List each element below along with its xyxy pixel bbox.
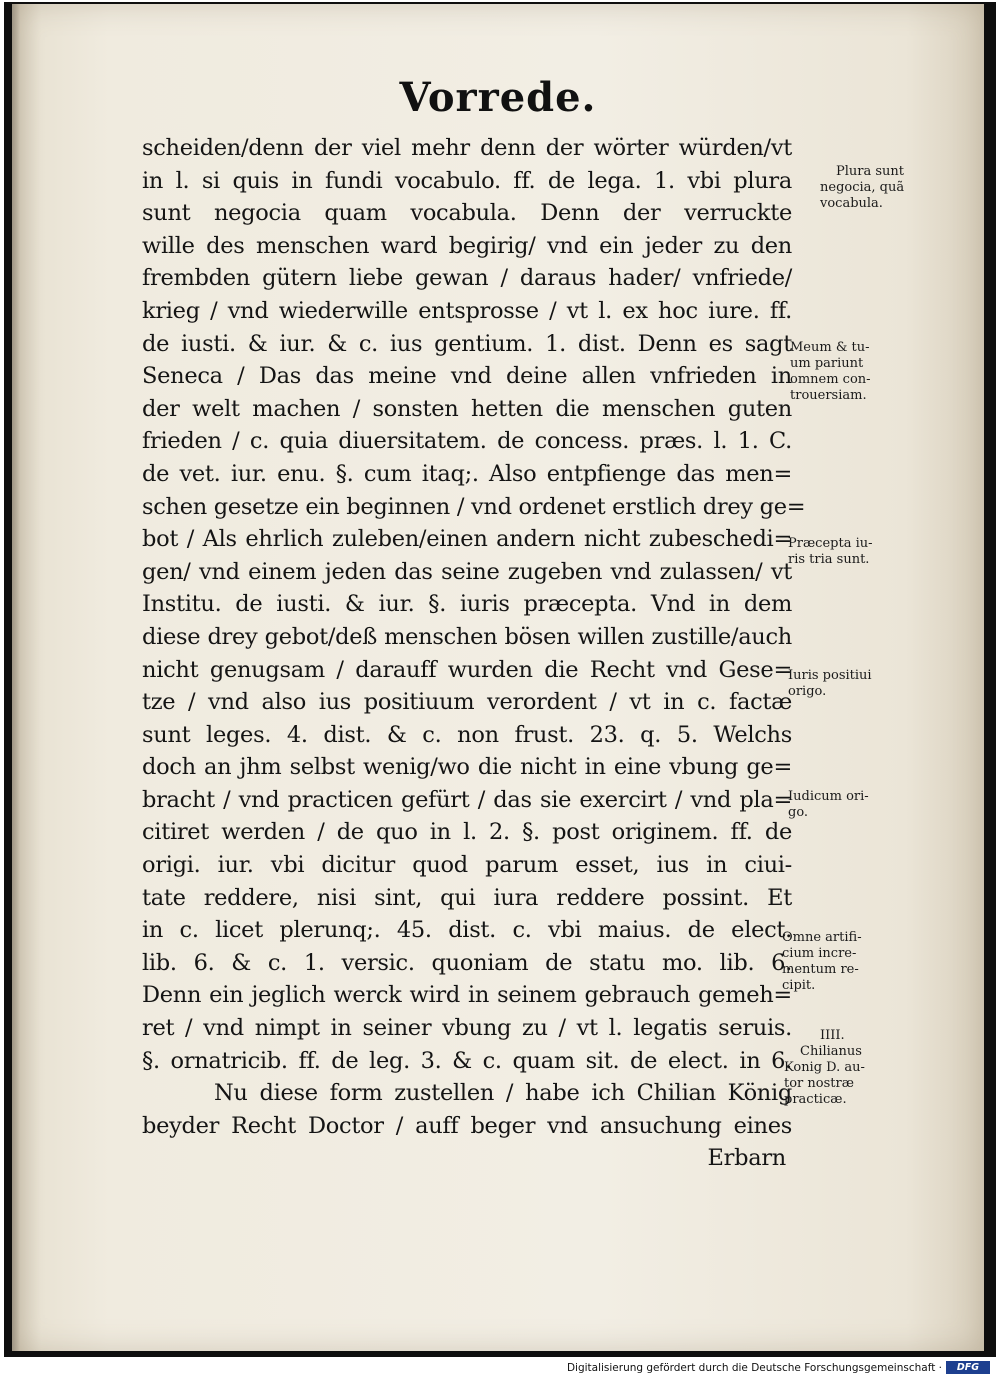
dfg-logo: DFG [946, 1361, 990, 1374]
text-line: tate reddere, nisi sint, qui iura reddere possint. Et [142, 884, 792, 911]
gloss-line: omnem con- [790, 372, 871, 387]
gloss-line: cium incre- [782, 946, 857, 961]
gloss-line: Chilianus [800, 1044, 862, 1059]
gloss-line: negocia, quã [820, 180, 905, 195]
gloss-line: practicæ. [784, 1092, 847, 1107]
text-line: nicht genugsam / darauff wurden die Recht vnd Gese= [142, 656, 792, 683]
margin-gloss [788, 668, 872, 700]
gloss-line: Præcepta iu- [788, 536, 873, 551]
text-line: de vet. iur. enu. §. cum itaq;. Also entpfienge das men= [142, 460, 792, 487]
text-line: beyder Recht Doctor / auff beger vnd ansuchung eines [142, 1112, 792, 1139]
catchword: Erbarn [707, 1145, 786, 1172]
gloss-line: origo. [788, 684, 827, 699]
gloss-line: go. [788, 805, 809, 820]
text-line: Seneca / Das das meine vnd deine allen vnfrieden in [142, 363, 792, 390]
text-line: sunt negocia quam vocabula. Denn der verruckte [142, 200, 792, 227]
text-line: krieg / vnd wiederwille entsprosse / vt l. ex hoc iure. ff. [142, 297, 792, 324]
funding-credit: Digitalisierung gefördert durch die Deutsche Forschungsgemeinschaft · [566, 1362, 942, 1374]
gloss-line: IIII. [820, 1028, 845, 1043]
margin-gloss [788, 536, 873, 568]
text-line: diese drey gebot/deß menschen bösen willen zustille/auch [142, 623, 792, 650]
gloss-line: vocabula. [820, 196, 883, 211]
gloss-line: Plura sunt [836, 164, 905, 179]
gloss-line: Meum & tu- [790, 340, 870, 355]
margin-gloss [782, 930, 862, 994]
text-line: bot / Als ehrlich zuleben/einen andern nicht zubeschedi= [142, 526, 792, 553]
text-line: §. ornatricib. ff. de leg. 3. & c. quam sit. de elect. in 6. [142, 1047, 792, 1074]
text-line: wille des menschen ward begirig/ vnd ein jeder zu den [142, 232, 792, 259]
gloss-line: um pariunt [790, 356, 864, 371]
text-line: schen gesetze ein beginnen / vnd ordenet erstlich drey ge= [142, 493, 806, 520]
text-line: citiret werden / de quo in l. 2. §. post originem. ff. de [142, 819, 792, 846]
margin-gloss [820, 164, 904, 212]
text-line: lib. 6. & c. 1. versic. quoniam de statu mo. lib. 6. [142, 949, 792, 976]
gloss-line: mentum re- [782, 962, 859, 977]
text-line: frieden / c. quia diuersitatem. de concess. præs. l. 1. C. [142, 428, 792, 455]
gloss-line: Konig D. au- [784, 1060, 865, 1075]
text-line: Institu. de iusti. & iur. §. iuris præcepta. Vnd in dem [142, 591, 792, 618]
text-line: sunt leges. 4. dist. & c. non frust. 23. q. 5. Welchs [142, 721, 792, 748]
text-line: Denn ein jeglich werck wird in seinem gebrauch gemeh= [142, 982, 792, 1009]
text-line: frembden gütern liebe gewan / daraus hader/ vnfriede/ [142, 265, 792, 292]
text-line: der welt machen / sonsten hetten die menschen guten [142, 395, 792, 422]
text-line: scheiden/denn der viel mehr denn der wörter würden/vt [142, 135, 792, 161]
text-line: Nu diese form zustellen / habe ich Chilian König [214, 1080, 792, 1107]
text-line: tze / vnd also ius positiuum verordent / vt in c. factæ [142, 689, 792, 716]
margin-gloss [788, 789, 869, 821]
text-line: de iusti. & iur. & c. ius gentium. 1. dist. Denn es sagt [142, 330, 792, 357]
text-line: bracht / vnd practicen gefürt / das sie exercirt / vnd pla= [142, 786, 792, 813]
gloss-line: Iuris positiui [788, 668, 872, 683]
text-line: ret / vnd nimpt in seiner vbung zu / vt l. legatis seruis. [142, 1015, 792, 1042]
margin-gloss [784, 1028, 865, 1108]
gloss-line: ris tria sunt. [788, 552, 870, 567]
book-page [12, 4, 984, 1351]
margin-gloss [790, 340, 871, 404]
running-head: Vorrede. [399, 74, 597, 121]
gloss-line: cipit. [782, 978, 816, 993]
gloss-line: Iudicum ori- [788, 789, 869, 804]
gloss-line: Omne artifi- [782, 930, 862, 945]
text-line: doch an jhm selbst wenig/wo die nicht in eine vbung ge= [142, 754, 792, 781]
text-line: in l. si quis in fundi vocabulo. ff. de lega. 1. vbi plura [142, 167, 792, 194]
page-gutter-shadow [12, 4, 20, 1351]
text-line: gen/ vnd einem jeden das seine zugeben vnd zulassen/ vt [142, 558, 792, 585]
text-line: origi. iur. vbi dicitur quod parum esset, ius in ciui- [142, 852, 792, 879]
text-line: in c. licet plerunq;. 45. dist. c. vbi maius. de elect. [142, 917, 792, 944]
gloss-line: trouersiam. [790, 388, 867, 403]
gloss-line: tor nostræ [784, 1076, 854, 1091]
